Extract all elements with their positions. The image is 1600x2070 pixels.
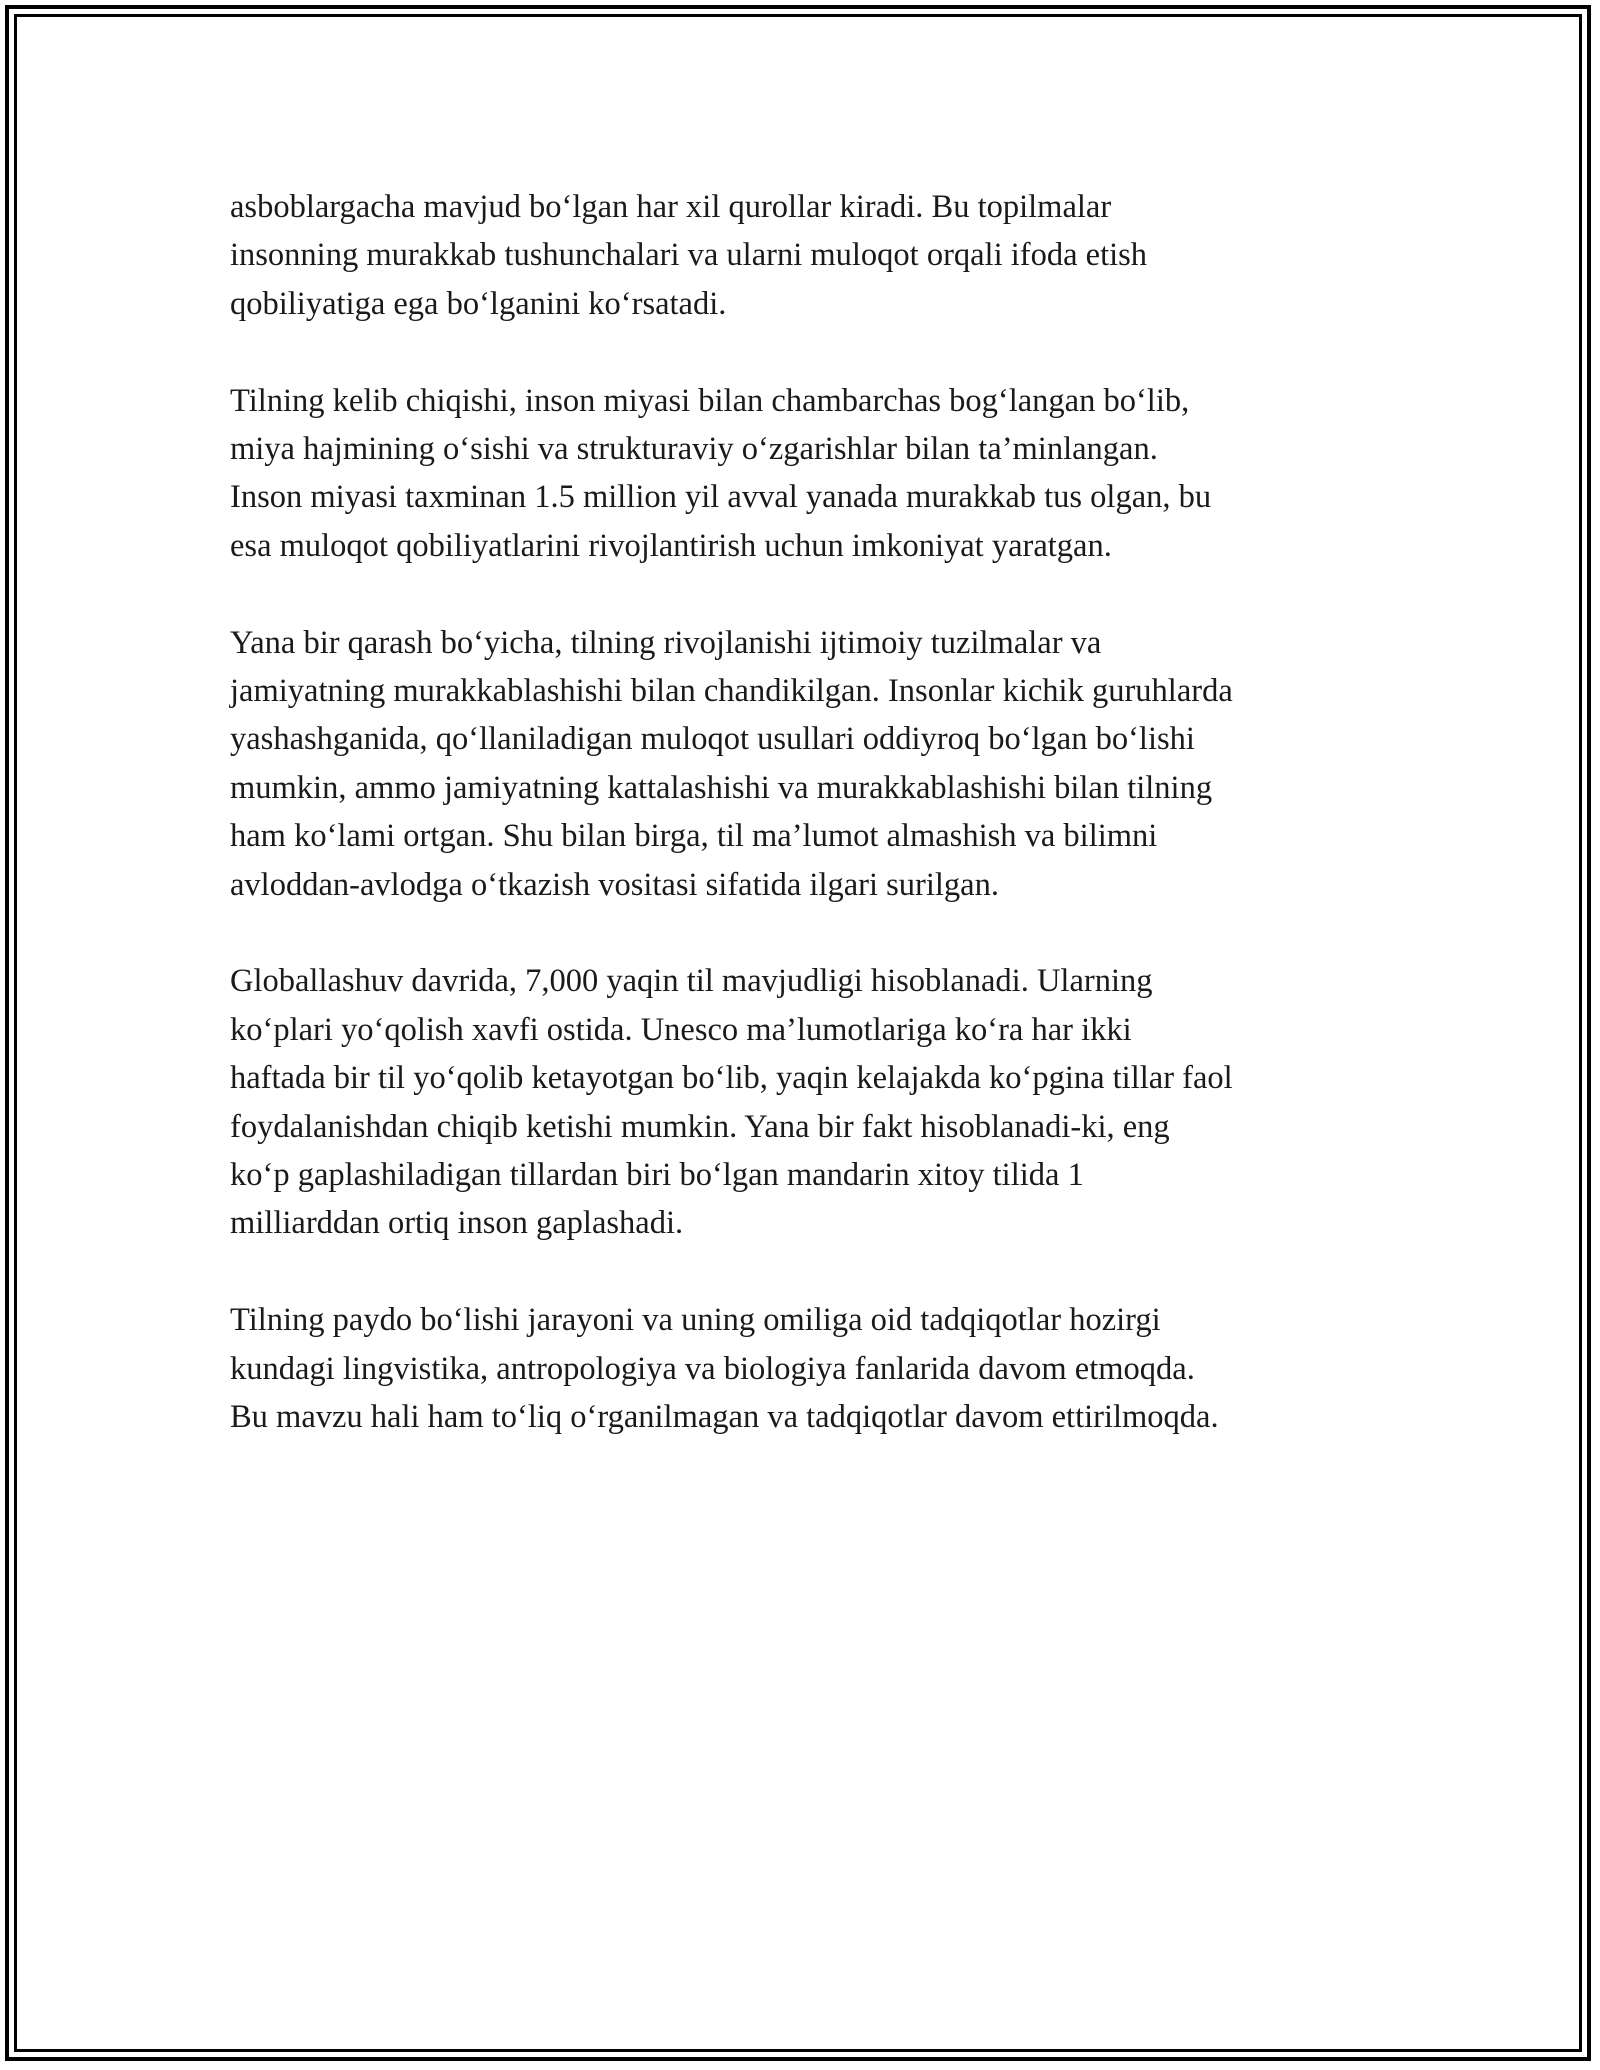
text-line: Yana bir qarash bo‘yicha, tilning rivojlanishi ijtimoiy tuzilmalar va [230, 624, 1102, 661]
text-line: asboblargacha mavjud bo‘lgan har xil qurollar kiradi. Bu topilmalar [230, 189, 1112, 225]
text-line: milliarddan ortiq inson gaplashadi. [230, 1205, 684, 1242]
text-line: Inson miyasi taxminan 1.5 million yil avval yanada murakkab tus olgan, bu [230, 479, 1212, 516]
text-line: kundagi lingvistika, antropologiya va biologiya fanlarida davom etmoqda. [230, 1350, 1195, 1387]
text-line: Bu mavzu hali ham to‘liq o‘rganilmagan va tadqiqotlar davom ettirilmoqda. [230, 1399, 1219, 1436]
paragraph [230, 183, 1390, 328]
text-line: Tilning paydo bo‘lishi jarayoni va uning omiliga oid tadqiqotlar hozirgi [230, 1302, 1161, 1339]
text-line: Tilning kelib chiqishi, inson miyasi bilan chambarchas bog‘langan bo‘lib, [230, 382, 1190, 419]
text-line: Globallashuv davrida, 7,000 yaqin til mavjudligi hisoblanadi. Ularning [230, 963, 1153, 1000]
text-line: foydalanishdan chiqib ketishi mumkin. Yana bir fakt hisoblanadi-ki, eng [230, 1108, 1170, 1145]
text-line: yashashganida, qo‘llaniladigan muloqot usullari oddiyroq bo‘lgan bo‘lishi [230, 721, 1195, 758]
document-body [230, 183, 1390, 1490]
text-line: jamiyatning murakkablashishi bilan chandikilgan. Insonlar kichik guruhlarda [230, 673, 1233, 710]
paragraph [230, 377, 1390, 571]
paragraph [230, 619, 1390, 909]
text-line: ham ko‘lami ortgan. Shu bilan birga, til ma’lumot almashish va bilimni [230, 818, 1158, 855]
paragraph [230, 957, 1390, 1247]
text-line: qobiliyatiga ega bo‘lganini ko‘rsatadi. [230, 285, 727, 322]
text-line: ko‘p gaplashiladigan tillardan biri bo‘lgan mandarin xitoy tilida 1 [230, 1157, 1084, 1194]
text-line: insonning murakkab tushunchalari va ularni muloqot orqali ifoda etish [230, 237, 1148, 274]
paragraph [230, 1296, 1390, 1441]
text-line: esa muloqot qobiliyatlarini rivojlantirish uchun imkoniyat yaratgan. [230, 527, 1112, 564]
text-line: miya hajmining o‘sishi va strukturaviy o‘zgarishlar bilan ta’minlangan. [230, 431, 1158, 468]
text-line: avloddan-avlodga o‘tkazish vositasi sifatida ilgari surilgan. [230, 866, 999, 903]
text-line: mumkin, ammo jamiyatning kattalashishi va murakkablashishi bilan tilning [230, 769, 1213, 806]
text-line: haftada bir til yo‘qolib ketayotgan bo‘lib, yaqin kelajakda ko‘pgina tillar faol [230, 1060, 1233, 1097]
text-line: ko‘plari yo‘qolish xavfi ostida. Unesco ma’lumotlariga ko‘ra har ikki [230, 1011, 1132, 1048]
